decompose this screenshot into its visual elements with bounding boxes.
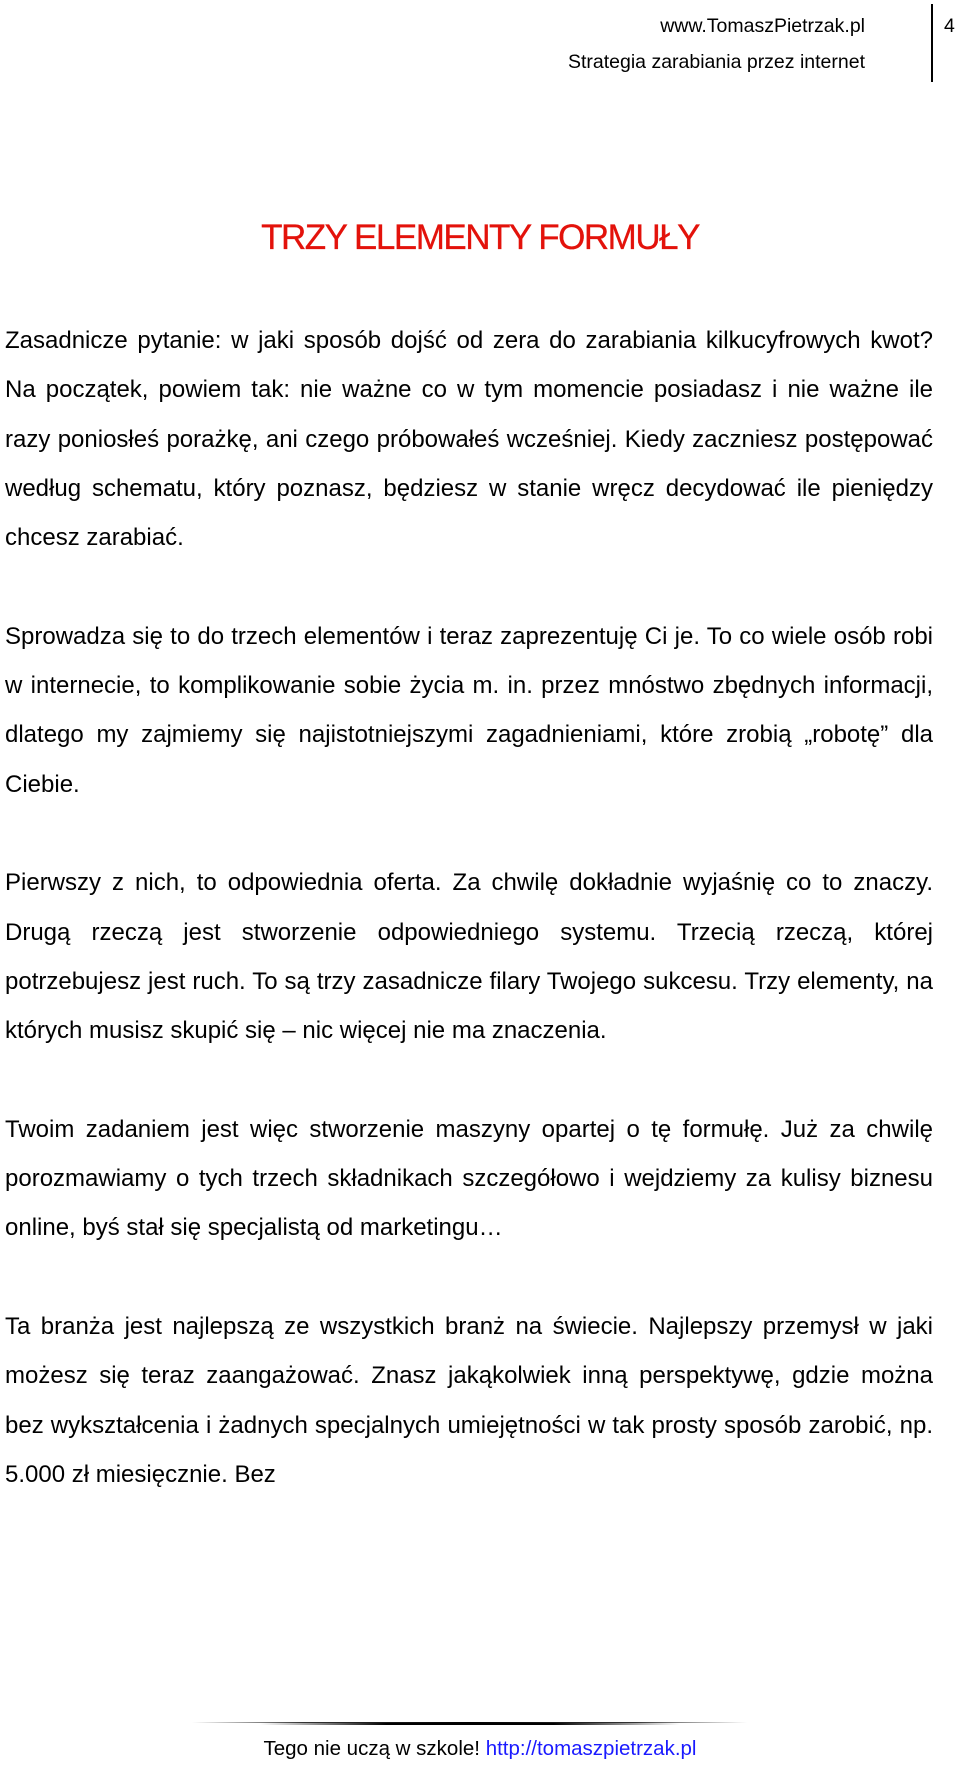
paragraph: Twoim zadaniem jest więc stworzenie maszyny opartej o tę formułę. Już za chwilę porozmawiamy o tych trzech składnikach szczegółowo i wejdziemy za kulisy biznesu online, byś stał się specjalistą od marketingu… — [5, 1115, 933, 1242]
footer-divider-accent — [260, 1723, 680, 1725]
body-text — [5, 316, 933, 1548]
header-site-name: www.TomaszPietrzak.pl — [660, 15, 865, 37]
page-number: 4 — [944, 15, 955, 37]
section-title: TRZY ELEMENTY FORMUŁY — [261, 218, 699, 258]
header-divider — [931, 4, 933, 82]
paragraph: Zasadnicze pytanie: w jaki sposób dojść od zera do zarabiania kilkucyfrowych kwot? Na początek, powiem tak: nie ważne co w tym momencie posiadasz i nie ważne ile razy poniosłeś porażkę, ani czego próbowałeś wcześniej. Kiedy zaczniesz postępować według schematu, który poznasz, będziesz w stanie wręcz decydować ile pieniędzy chcesz zarabiać. — [5, 327, 933, 552]
paragraph: Sprowadza się to do trzech elementów i teraz zaprezentuję Ci je. To co wiele osób robi w internecie, to komplikowanie sobie życia m. in. przez mnóstwo zbędnych informacji, dlatego my zajmiemy się najistotniejszymi zagadnieniami, które zrobią „robotę” dla Ciebie. — [5, 622, 933, 798]
header-subtitle: Strategia zarabiania przez internet — [567, 51, 865, 73]
page-footer — [0, 1734, 960, 1764]
footer-link[interactable]: http://tomaszpietrzak.pl — [485, 1737, 697, 1760]
footer-text: Tego nie uczą w szkole! — [263, 1737, 480, 1760]
paragraph: Pierwszy z nich, to odpowiednia oferta. Za chwilę dokładnie wyjaśnię co to znaczy. Drugą rzeczą jest stworzenie odpowiedniego systemu. Trzecią rzeczą, której potrzebujesz jest ruch. To są trzy zasadnicze filary Twojego sukcesu. Trzy elementy, na których musisz skupić się – nic więcej nie ma znaczenia. — [5, 869, 933, 1045]
page-header — [568, 8, 865, 80]
paragraph: Ta branża jest najlepszą ze wszystkich branż na świecie. Najlepszy przemysł w jaki możesz się teraz zaangażować. Znasz jakąkolwiek inną perspektywę, gdzie można bez wykształcenia i żadnych specjalnych umiejętności w tak prosty sposób zarobić, np. 5.000 zł miesięcznie. Bez — [5, 1312, 933, 1488]
